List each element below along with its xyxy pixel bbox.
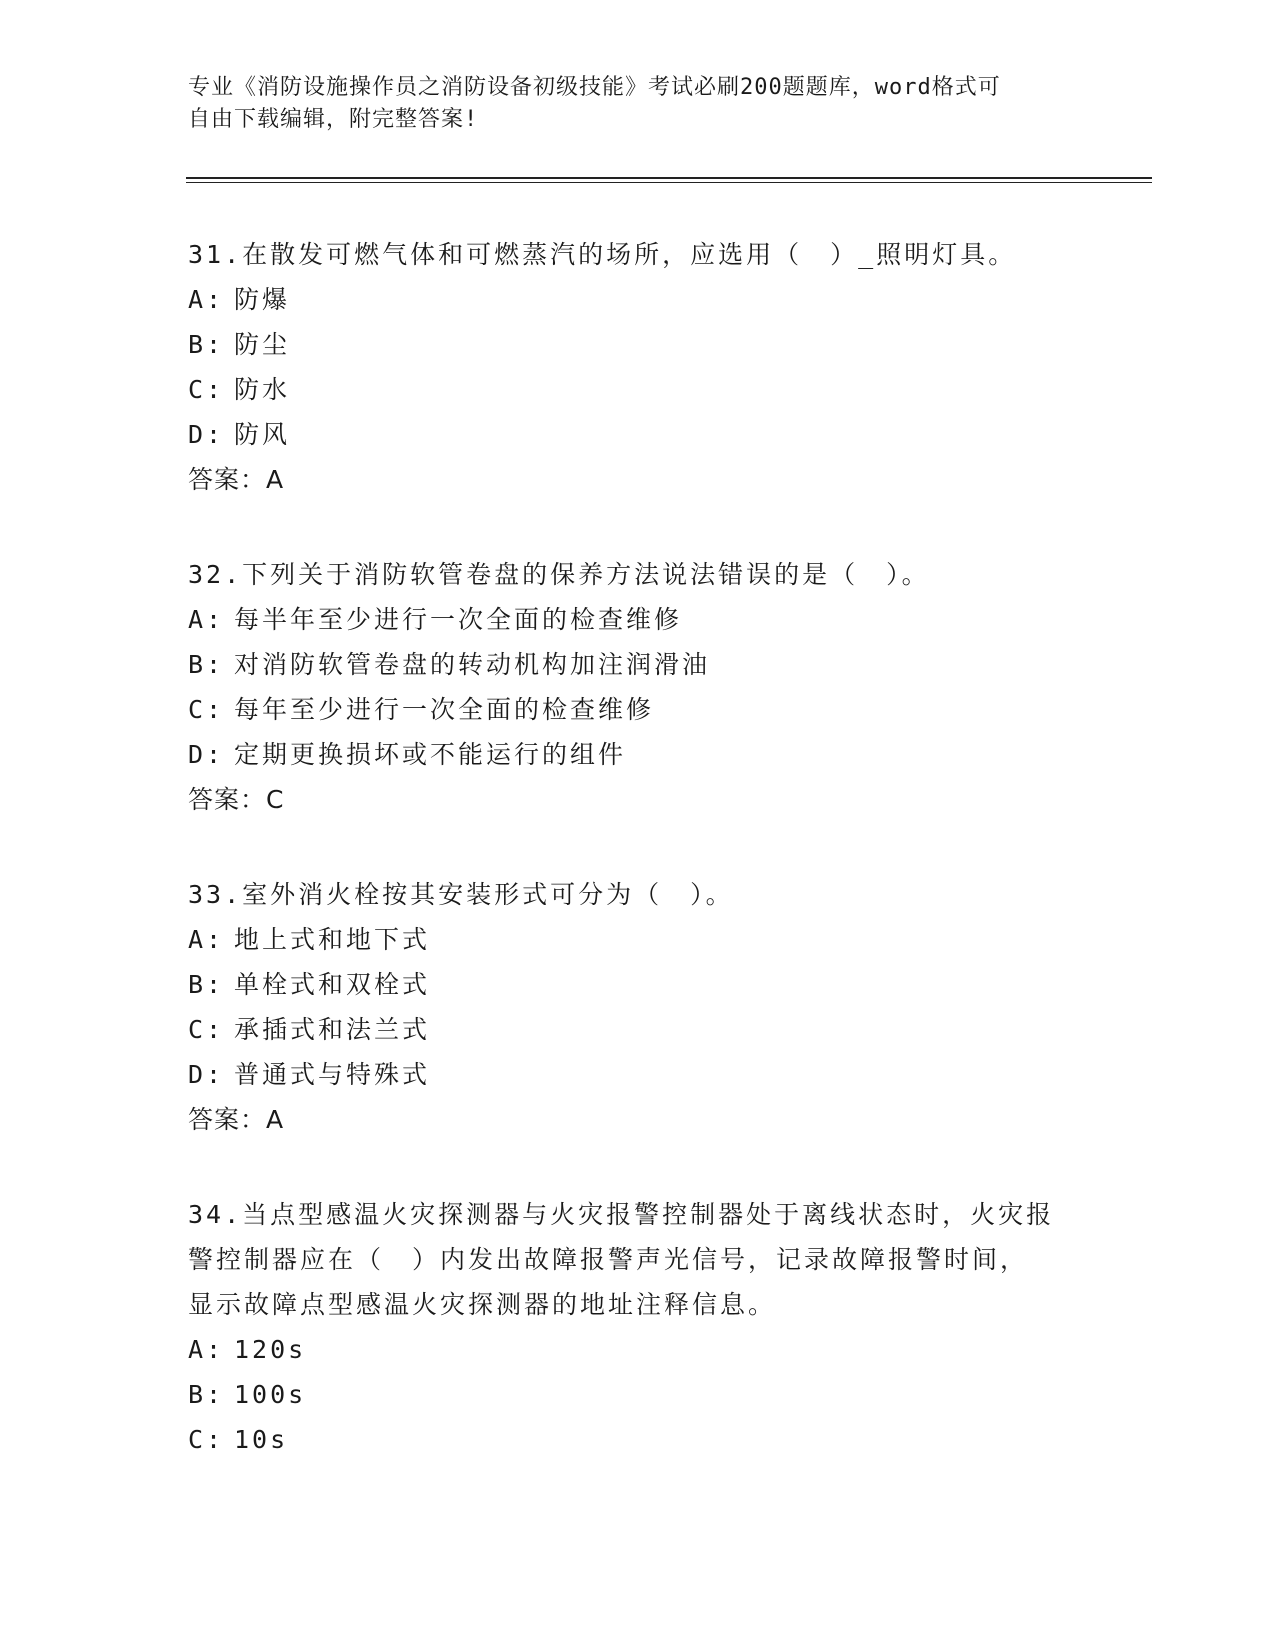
option-text: 承插式和法兰式 (234, 1015, 431, 1044)
answer-line: 答案：A (188, 465, 285, 494)
option-a (188, 1327, 1088, 1372)
option-a (188, 277, 1088, 322)
option-b (188, 962, 1088, 1007)
option-c (188, 367, 1088, 412)
option-letter: D: (188, 740, 225, 769)
option-d (188, 732, 1088, 777)
option-text: 单栓式和双栓式 (234, 970, 431, 999)
option-text: 防尘 (234, 330, 291, 359)
question-32 (188, 552, 1088, 822)
option-text: 防水 (234, 375, 291, 404)
question-list (188, 232, 1088, 1512)
option-b (188, 322, 1088, 367)
document-header (188, 72, 1088, 136)
question-31 (188, 232, 1088, 502)
question-stem-line: 34.当点型感温火灾探测器与火灾报警控制器处于离线状态时，火灾报 (188, 1200, 1055, 1229)
option-letter: D: (188, 1060, 225, 1089)
option-letter: B: (188, 1380, 225, 1409)
option-text: 对消防软管卷盘的转动机构加注润滑油 (234, 650, 711, 679)
option-text: 10s (234, 1425, 289, 1454)
option-d (188, 1052, 1088, 1097)
header-divider (186, 177, 1152, 183)
option-a (188, 597, 1088, 642)
option-c (188, 1007, 1088, 1052)
answer-line: 答案：C (188, 785, 285, 814)
option-text: 地上式和地下式 (234, 925, 431, 954)
question-stem: 31.在散发可燃气体和可燃蒸汽的场所，应选用（ ）_照明灯具。 (188, 240, 1017, 269)
option-letter: B: (188, 650, 225, 679)
option-letter: C: (188, 375, 225, 404)
option-letter: A: (188, 285, 225, 314)
option-text: 每年至少进行一次全面的检查维修 (234, 695, 655, 724)
option-d (188, 412, 1088, 457)
option-b (188, 1372, 1088, 1417)
question-stem-line: 警控制器应在（ ）内发出故障报警声光信号，记录故障报警时间， (188, 1245, 1029, 1274)
question-stem-line: 显示故障点型感温火灾探测器的地址注释信息。 (188, 1290, 777, 1319)
option-letter: A: (188, 605, 225, 634)
option-letter: C: (188, 1425, 225, 1454)
option-letter: B: (188, 330, 225, 359)
option-text: 100s (234, 1380, 307, 1409)
option-text: 每半年至少进行一次全面的检查维修 (234, 605, 683, 634)
question-stem: 33.室外消火栓按其安装形式可分为（ ）。 (188, 880, 734, 909)
answer-line: 答案：A (188, 1105, 285, 1134)
option-letter: C: (188, 1015, 225, 1044)
question-33 (188, 872, 1088, 1142)
option-letter: A: (188, 1335, 225, 1364)
option-c (188, 1417, 1088, 1462)
option-text: 防风 (234, 420, 291, 449)
question-stem: 32.下列关于消防软管卷盘的保养方法说法错误的是（ ）。 (188, 560, 930, 589)
option-letter: A: (188, 925, 225, 954)
option-text: 普通式与特殊式 (234, 1060, 431, 1089)
option-text: 防爆 (234, 285, 291, 314)
question-34 (188, 1192, 1088, 1462)
option-letter: C: (188, 695, 225, 724)
header-line-1: 专业《消防设施操作员之消防设备初级技能》考试必刷200题题库，word格式可 (188, 75, 1001, 100)
option-text: 定期更换损坏或不能运行的组件 (234, 740, 627, 769)
option-letter: D: (188, 420, 225, 449)
option-c (188, 687, 1088, 732)
option-letter: B: (188, 970, 225, 999)
option-b (188, 642, 1088, 687)
option-a (188, 917, 1088, 962)
option-text: 120s (234, 1335, 307, 1364)
header-line-2: 自由下载编辑，附完整答案! (188, 107, 479, 132)
